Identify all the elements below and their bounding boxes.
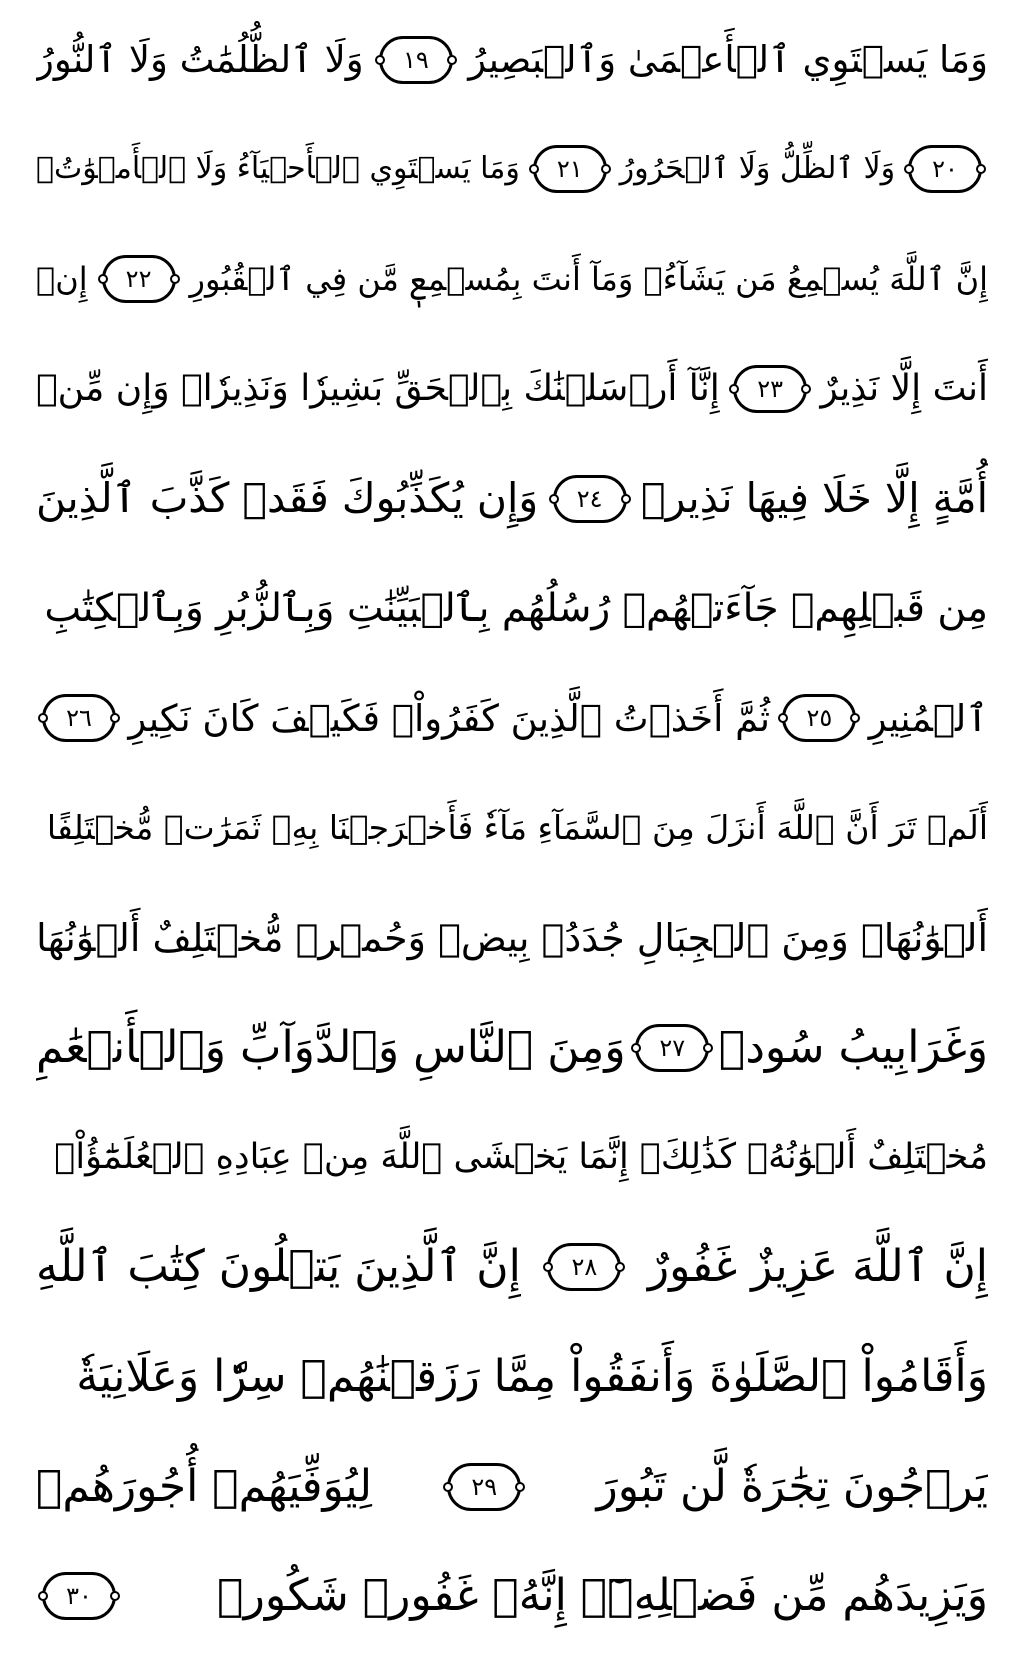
ayah-number: ٢٨	[571, 1253, 598, 1282]
verse-text: ٱلۡمُنِيرِ	[868, 696, 988, 740]
verse-text: إِنۡ	[36, 260, 88, 299]
verse-text: وَمِنَ ٱلنَّاسِ وَٱلدَّوَآبِّ وَٱلۡأَنۡعَٰمِ	[36, 1021, 626, 1073]
verse-line	[36, 892, 988, 983]
verse-line	[36, 782, 988, 873]
ayah-number: ٢٦	[66, 704, 92, 733]
verse-text: يَرۡجُونَ تِجَٰرَةٗ لَّن تَبُورَ	[596, 1460, 988, 1512]
verse-text: أُمَّةٍ إِلَّا خَلَا فِيهَا نَذِيرٞ	[641, 474, 988, 523]
ayah-number: ٢٢	[125, 265, 152, 294]
ayah-end-marker	[447, 1463, 521, 1511]
ayah-end-marker	[782, 694, 856, 742]
ayah-number: ٢٩	[471, 1472, 498, 1501]
verse-line	[36, 234, 988, 325]
verse-text: مُخۡتَلِفٌ أَلۡوَٰنُهُۥ كَذَٰلِكَۗ إِنَّمَا يَخۡشَى ٱللَّهَ مِنۡ عِبَادِهِ ٱلۡعُلَمَٰٓؤُاْۗ	[54, 1136, 988, 1177]
verse-line	[36, 563, 988, 654]
verse-text: إِنَّآ أَرۡسَلۡنَٰكَ بِٱلۡحَقِّ بَشِيرٗا وَنَذِيرٗاۚ وَإِن مِّنۡ	[36, 367, 720, 409]
verse-text: وَلَا ٱلظُّلُمَٰتُ وَلَا ٱلنُّورُ	[36, 38, 364, 81]
verse-text: ثُمَّ أَخَذۡتُ ٱلَّذِينَ كَفَرُواْۖ فَكَيۡفَ كَانَ نَكِيرِ	[128, 696, 771, 740]
ayah-end-marker	[42, 1572, 116, 1620]
ayah-number: ٢٧	[659, 1033, 686, 1062]
verse-text: أَلۡوَٰنُهَاۚ وَمِنَ ٱلۡجِبَالِ جُدَدُۢ بِيضٞ وَحُمۡرٞ مُّخۡتَلِفٌ أَلۡوَٰنُهَا	[36, 915, 988, 960]
verse-line	[36, 1441, 988, 1532]
ayah-number: ٣٠	[66, 1582, 92, 1611]
verse-text: وَإِن يُكَذِّبُوكَ فَقَدۡ كَذَّبَ ٱلَّذِينَ	[36, 474, 539, 523]
verse-line	[36, 673, 988, 764]
ayah-end-marker	[42, 694, 116, 742]
verse-text: وَيَزِيدَهُم مِّن فَضۡلِهِۦٓۚ إِنَّهُۥ غَفُورٞ شَكُورٞ	[217, 1570, 988, 1622]
verse-text: إِنَّ ٱلَّذِينَ يَتۡلُونَ كِتَٰبَ ٱللَّهِ	[36, 1241, 521, 1293]
ayah-number: ١٩	[403, 45, 429, 74]
verse-text: لِيُوَفِّيَهُمۡ أُجُورَهُمۡ	[36, 1460, 372, 1512]
ayah-end-marker	[553, 475, 627, 523]
verse-line	[36, 1222, 988, 1313]
ayah-end-marker	[379, 36, 453, 84]
verse-line	[36, 1331, 988, 1422]
verse-text: وَلَا ٱلظِّلُّ وَلَا ٱلۡحَرُورُ	[619, 151, 896, 187]
verse-line	[36, 1002, 988, 1093]
ayah-number: ٢٣	[757, 374, 783, 403]
verse-text: وَمَا يَسۡتَوِي ٱلۡأَعۡمَىٰ وَٱلۡبَصِيرُ	[468, 38, 988, 81]
verse-line	[36, 14, 988, 105]
ayah-end-marker	[533, 145, 607, 193]
ayah-end-marker	[547, 1243, 621, 1291]
verse-text: وَأَقَامُواْ ٱلصَّلَوٰةَ وَأَنفَقُواْ مِمَّا رَزَقۡنَٰهُمۡ سِرّٗا وَعَلَانِيَةٗ	[76, 1350, 988, 1402]
mushaf-page	[36, 14, 988, 1642]
ayah-end-marker	[635, 1024, 709, 1072]
verse-line	[36, 1551, 988, 1642]
verse-text: مِن قَبۡلِهِمۡ جَآءَتۡهُمۡ رُسُلُهُم بِٱلۡبَيِّنَٰتِ وَبِٱلزُّبُرِ وَبِٱلۡكِتَٰبِ	[44, 585, 988, 631]
verse-text: أَنتَ إِلَّا نَذِيرٌ	[820, 367, 988, 409]
ayah-end-marker	[733, 365, 807, 413]
verse-line	[36, 124, 988, 215]
ayah-end-marker	[102, 255, 176, 303]
verse-text: وَغَرَابِيبُ سُودٞ	[718, 1021, 988, 1073]
verse-text: أَلَمۡ تَرَ أَنَّ ٱللَّهَ أَنزَلَ مِنَ ٱلسَّمَآءِ مَآءٗ فَأَخۡرَجۡنَا بِهِۦ ثَمَرَٰتٖ مُّخۡتَلِفًا	[46, 808, 988, 848]
verse-text: إِنَّ ٱللَّهَ يُسۡمِعُ مَن يَشَآءُۖ وَمَآ أَنتَ بِمُسۡمِعٖ مَّن فِي ٱلۡقُبُورِ	[189, 260, 988, 299]
verse-line	[36, 343, 988, 434]
ayah-number: ٢١	[556, 155, 583, 184]
ayah-number: ٢٤	[576, 484, 603, 513]
verse-line	[36, 453, 988, 544]
verse-text: إِنَّ ٱللَّهَ عَزِيزٌ غَفُورٌ	[647, 1241, 988, 1293]
verse-line	[36, 1112, 988, 1203]
verse-text: وَمَا يَسۡتَوِي ٱلۡأَحۡيَآءُ وَلَا ٱلۡأَمۡوَٰتُۚ	[36, 151, 520, 187]
ayah-end-marker	[908, 145, 982, 193]
ayah-number: ٢٥	[806, 704, 833, 733]
ayah-number: ٢٠	[932, 155, 958, 184]
